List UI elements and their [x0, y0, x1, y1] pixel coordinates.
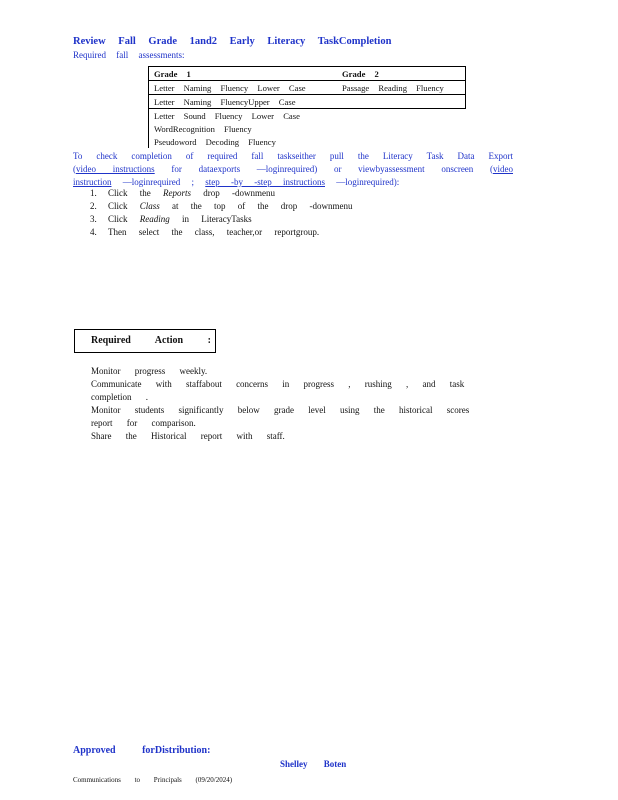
step-by-step-link[interactable]: step -by -step instructions: [205, 177, 325, 187]
table-header-row: [149, 67, 466, 81]
instructions-part-4: —loginrequired):: [325, 177, 400, 187]
grade-2-assessment: Passage Reading Fluency: [337, 81, 466, 95]
video-instruction-link[interactable]: video instruction: [73, 164, 513, 187]
instructions-intro: To check completion of required fall taskseither pull the Literacy Task Data Export (: [73, 151, 513, 174]
signer-name: Shelley Boten: [280, 759, 347, 769]
grade-2-header: Grade 2: [337, 67, 466, 81]
table-row: [149, 95, 466, 109]
list-item: Communicate with staffabout concerns in progress , rushing , and task completion .: [91, 379, 465, 402]
document-title: Review Fall Grade 1and2 Early Literacy TaskCompletion: [73, 36, 392, 47]
table-row: [149, 81, 466, 95]
instructions-part-2: for dataexports —loginrequired) or viewbyassessment onscreen (: [154, 164, 493, 174]
grade-2-assessment: [337, 135, 466, 148]
table-row: [149, 135, 466, 148]
footer-text: Communications to Principals (09/20/2024): [73, 776, 233, 784]
grade-1-assessment: Letter Sound Fluency Lower Case: [149, 109, 338, 123]
list-item: 2. Click Class at the top of the drop -downmenu: [90, 201, 353, 211]
grade-2-assessment: [337, 122, 466, 135]
list-item: 1. Click the Reports drop -downmenu: [90, 188, 275, 198]
grade-1-header: Grade 1: [149, 67, 338, 81]
list-item: 4. Then select the class, teacher,or reportgroup.: [90, 227, 320, 237]
assessments-table: [148, 66, 466, 148]
grade-2-assessment: [337, 109, 466, 123]
video-instructions-link[interactable]: video instructions: [76, 164, 155, 174]
list-item: 3. Click Reading in LiteracyTasks: [90, 214, 252, 224]
grade-2-assessment: [337, 95, 466, 109]
instructions-part-3: —loginrequired ;: [111, 177, 206, 187]
actions-list: [73, 365, 501, 443]
grade-1-assessment: Pseudoword Decoding Fluency: [149, 135, 338, 148]
list-item: Monitor progress weekly.: [91, 366, 208, 376]
required-assessments-label: Required fall assessments:: [73, 50, 185, 60]
grade-1-assessment: Letter Naming FluencyUpper Case: [149, 95, 338, 109]
approved-label: Approved forDistribution:: [73, 745, 211, 756]
list-item: Monitor students significantly below grade level using the historical scores report for comparison.: [91, 405, 470, 428]
instructions-paragraph: [73, 150, 513, 189]
list-item: Share the Historical report with staff.: [91, 431, 285, 441]
table-row: [149, 122, 466, 135]
required-action-box: Required Action :: [74, 329, 216, 353]
grade-1-assessment: WordRecognition Fluency: [149, 122, 338, 135]
grade-1-assessment: Letter Naming Fluency Lower Case: [149, 81, 338, 95]
steps-list: [90, 187, 353, 239]
table-row: [149, 109, 466, 123]
